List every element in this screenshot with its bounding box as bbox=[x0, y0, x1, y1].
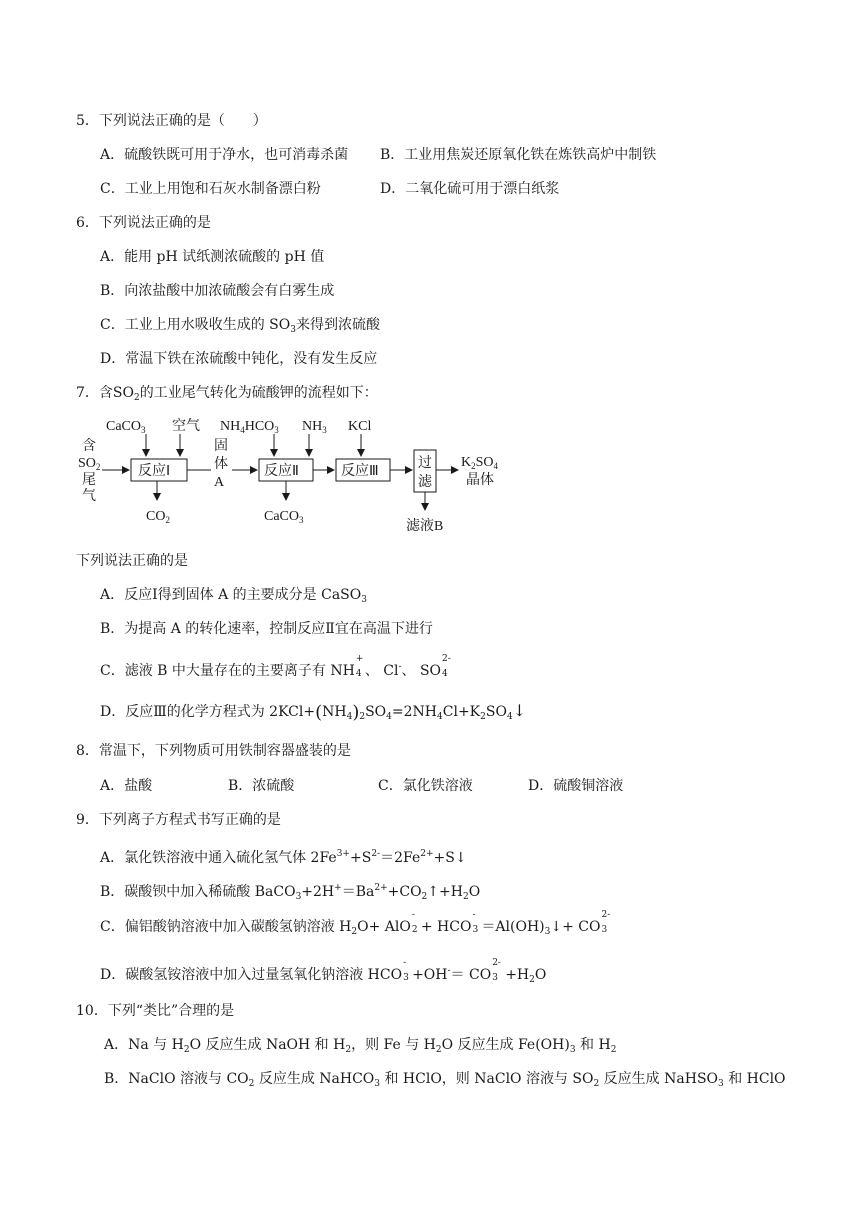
flow-mid-3: A bbox=[214, 475, 225, 490]
q7-option-d: D．反应Ⅲ的化学方程式为 $2KCl+(NH_4)_2SO_4=2NH_4Cl+K_2SO_4↓$ bbox=[100, 701, 527, 723]
q7-option-a: A．反应Ⅰ得到固体 A 的主要成分是 CaSO$_3$ bbox=[100, 587, 367, 605]
q5-stem: 5．下列说法正确的是（ ） bbox=[76, 113, 267, 129]
flow-out-co2: $CO_2$ bbox=[146, 509, 170, 525]
q6-option-c: C．工业上用水吸收生成的 $SO_3$来得到浓硫酸 bbox=[100, 317, 380, 335]
q7-option-b: B．为提高 A 的转化速率，控制反应Ⅱ宜在高温下进行 bbox=[100, 621, 433, 637]
q7-flow-diagram bbox=[76, 410, 536, 540]
q5-option-a: A．硫酸铁既可用于净水，也可消毒杀菌 bbox=[100, 147, 349, 163]
q9-option-b: B．碳酸钡中加入稀硫酸 $BaCO_3+2H^+=Ba^{2+}+CO_2↑+H_2O$ bbox=[100, 883, 481, 902]
q9-option-a: A．氯化铁溶液中通入硫化氢气体 $2Fe^{3+}+S^{2-}=2Fe^{2+}+S↓$ bbox=[100, 849, 467, 866]
q8-stem: 8．常温下，下列物质可用铁制容器盛装的是 bbox=[76, 743, 351, 759]
flow-out-caco3: CaCO$_3$ bbox=[264, 509, 304, 525]
q7-option-c: C．滤液 B 中大量存在的主要离子有 NH + 4 、 Cl-、 SO 2- 4 bbox=[100, 654, 451, 679]
q10-stem: 10．下列“类比”合理的是 bbox=[76, 1003, 235, 1019]
q9-option-d: D．碳酸氢铵溶液中加入过量氢氧化钠溶液 HCO - 3 +OH-＝ CO 2- 3 $+H_2O$ bbox=[100, 958, 547, 985]
flow-out-filtrate: 滤液B bbox=[406, 519, 444, 534]
q6-option-d: D．常温下铁在浓硫酸中钝化，没有发生反应 bbox=[100, 351, 378, 367]
q8-option-d: D．硫酸铜溶液 bbox=[528, 778, 624, 794]
flow-input-so2: $SO_2$ bbox=[78, 456, 101, 472]
flow-reagent-nh3: $NH_3$ bbox=[302, 419, 327, 435]
flow-box-1-label: 反应Ⅰ bbox=[138, 464, 171, 479]
flow-product-crystal: 晶体 bbox=[466, 473, 494, 488]
q5-option-d: D．二氧化硫可用于漂白纸浆 bbox=[380, 181, 560, 197]
flow-input-char-3: 尾 bbox=[82, 473, 96, 488]
flow-input-char-4: 气 bbox=[82, 489, 96, 504]
q5-option-b: B．工业用焦炭还原氧化铁在炼铁高炉中制铁 bbox=[380, 147, 657, 163]
flow-filter-2: 滤 bbox=[418, 475, 432, 490]
q8-option-a: A．盐酸 bbox=[100, 778, 153, 794]
q5-option-c: C．工业上用饱和石灰水制备漂白粉 bbox=[100, 181, 321, 197]
q10-option-b: B．NaClO 溶液与 $CO_2$ 反应生成 NaHCO$_3$ 和 HClO，则 NaClO 溶液与 $SO_2$ 反应生成 NaHSO$_3$ 和 HClO bbox=[104, 1071, 786, 1089]
q7-after-text: 下列说法正确的是 bbox=[76, 553, 188, 569]
q10-option-a: A．Na 与 $H_2O$ 反应生成 NaOH 和 $H_2$，则 Fe 与 $H_2O$ 反应生成 $Fe(OH)_3$ 和 $H_2$ bbox=[104, 1037, 617, 1055]
q8-option-b: B．浓硫酸 bbox=[228, 778, 295, 794]
flow-product-k2so4: $K_2SO_4$ bbox=[461, 455, 499, 471]
flow-reagent-air: 空气 bbox=[172, 419, 200, 434]
q9-option-c: C．偏铝酸钠溶液中加入碳酸氢钠溶液 $H_2O+$ AlO - 2 + HCO - 3 $=Al(OH)_3↓+$ CO 2- 3 bbox=[100, 910, 611, 937]
q6-stem: 6．下列说法正确的是 bbox=[76, 215, 211, 231]
q6-option-a: A．能用 pH 试纸测浓硫酸的 pH 值 bbox=[100, 249, 325, 265]
flow-filter-1: 过 bbox=[418, 456, 432, 471]
q9-stem: 9．下列离子方程式书写正确的是 bbox=[76, 812, 281, 828]
flow-mid-2: 体 bbox=[214, 457, 228, 472]
q7-stem: 7．含$SO_2$的工业尾气转化为硫酸钾的流程如下： bbox=[76, 385, 378, 403]
flow-box-3-label: 反应Ⅲ bbox=[341, 464, 379, 479]
q6-option-b: B．向浓盐酸中加浓硫酸会有白雾生成 bbox=[100, 283, 335, 299]
flow-box-2-label: 反应Ⅱ bbox=[264, 464, 299, 479]
flow-reagent-nh4hco3: $NH_4HCO_3$ bbox=[220, 419, 279, 435]
flow-mid-1: 固 bbox=[214, 439, 228, 454]
flow-input-char-1: 含 bbox=[82, 439, 96, 454]
flow-reagent-kcl: KCl bbox=[348, 419, 372, 434]
flow-reagent-caco3: CaCO$_3$ bbox=[106, 419, 146, 435]
q8-option-c: C．氯化铁溶液 bbox=[378, 778, 473, 794]
